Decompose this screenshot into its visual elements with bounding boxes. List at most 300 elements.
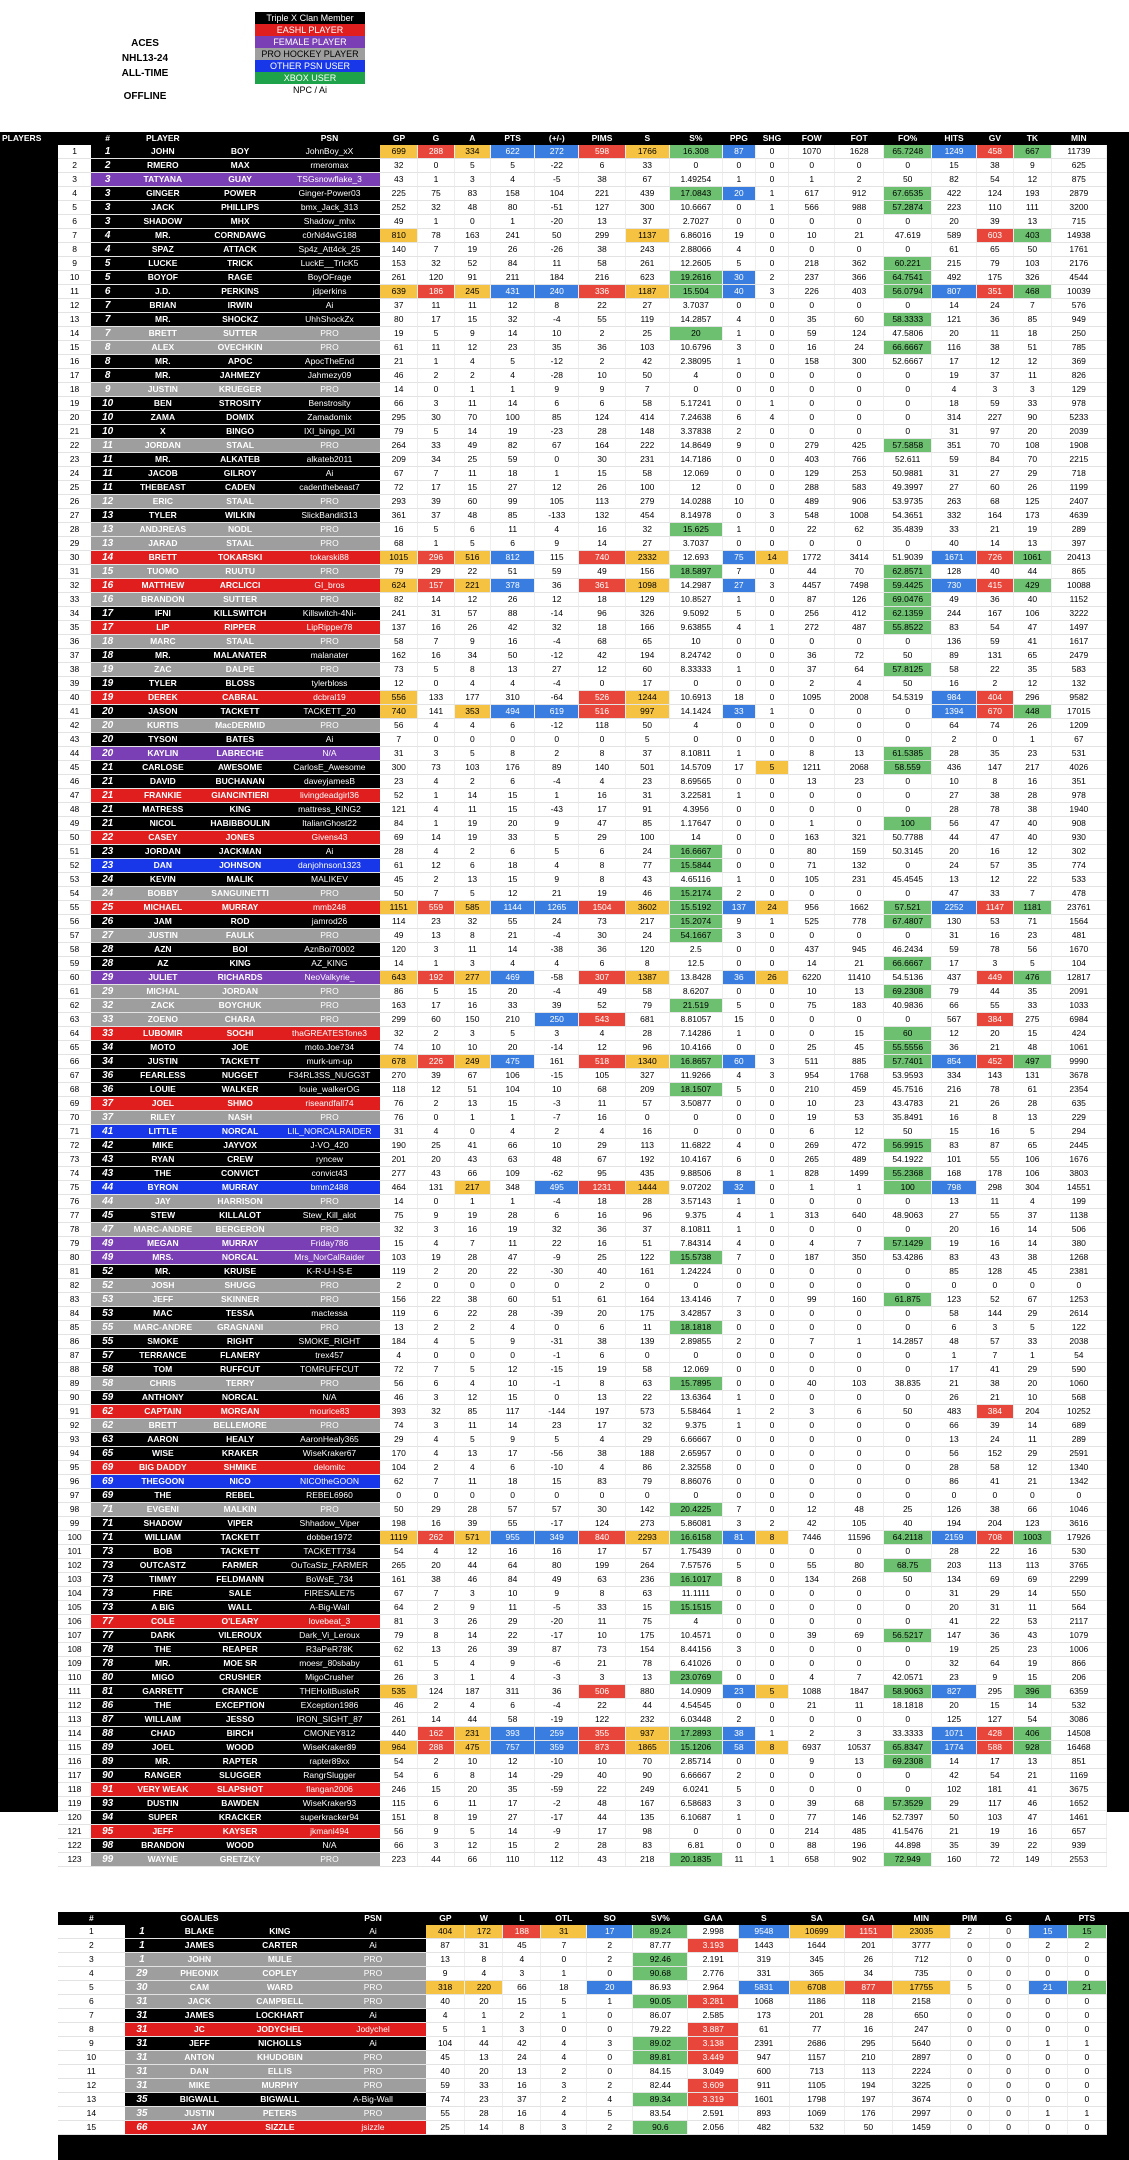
stat-cell: 35 — [491, 1783, 535, 1797]
rank-number — [91, 1825, 124, 1839]
player-first-name: SHADOW — [124, 215, 201, 229]
stat-cell: 27 — [932, 481, 976, 495]
stat-cell: 0 — [755, 859, 788, 873]
stat-cell: 0 — [755, 635, 788, 649]
stat-cell: 0 — [950, 2037, 989, 2051]
col-header: FOT — [835, 132, 884, 145]
stat-cell: 0 — [835, 1587, 884, 1601]
stat-cell: 38 — [579, 173, 625, 187]
stat-cell: 2381 — [1051, 1265, 1106, 1279]
rank-value: 98 — [102, 1840, 114, 1851]
stat-cell: 930 — [1051, 831, 1106, 845]
stat-cell: 0 — [755, 943, 788, 957]
stat-cell: 497 — [1014, 1055, 1052, 1069]
stat-cell: -20 — [535, 215, 579, 229]
table-row — [58, 1699, 1107, 1713]
stat-cell: 58 — [722, 1741, 755, 1755]
stat-cell: 6.58683 — [669, 1797, 722, 1811]
stat-cell: 6984 — [1051, 1013, 1106, 1027]
goalie-psn: Ai — [320, 2009, 426, 2023]
rank-value: 21 — [102, 790, 114, 801]
player-first-name: DAN — [124, 859, 201, 873]
goalie-psn: PRO — [320, 1995, 426, 2009]
row-number: 27 — [58, 509, 91, 523]
stat-cell: 0 — [835, 817, 884, 831]
row-number: 41 — [58, 705, 91, 719]
stat-cell: 74 — [380, 1419, 418, 1433]
stat-cell: 17 — [587, 1925, 633, 1939]
player-psn: AZ_KING — [279, 957, 381, 971]
row-number: 5 — [58, 1981, 125, 1995]
stat-cell: 20 — [587, 1981, 633, 1995]
stat-cell: 70 — [1014, 453, 1052, 467]
player-psn: IXI_bingo_IXI — [279, 425, 381, 439]
table-row — [58, 383, 1107, 397]
goalie-row — [58, 2065, 1107, 2079]
player-psn: mmb248 — [279, 901, 381, 915]
player-last-name: STAAL — [201, 495, 278, 509]
stat-cell: 40 — [1014, 817, 1052, 831]
stat-cell: 16.308 — [669, 145, 722, 159]
player-last-name: MacDERMID — [201, 719, 278, 733]
stat-cell: 36 — [579, 1223, 625, 1237]
stat-cell: 0 — [755, 1195, 788, 1209]
player-last-name: MORGAN — [201, 1405, 278, 1419]
stat-cell: 49 — [579, 565, 625, 579]
stat-cell: 378 — [491, 579, 535, 593]
stat-cell: 2 — [418, 369, 454, 383]
stat-cell: 1 — [755, 1209, 788, 1223]
stat-cell: 3 — [418, 1615, 454, 1629]
stat-cell: 187 — [789, 1251, 835, 1265]
rank-number — [91, 453, 124, 467]
stat-cell: 44 — [976, 985, 1014, 999]
player-psn: jamrod26 — [279, 915, 381, 929]
rank-number — [91, 159, 124, 173]
stat-cell: 23761 — [1051, 901, 1106, 915]
stat-cell: 47.619 — [883, 229, 932, 243]
row-number: 113 — [58, 1713, 91, 1727]
stat-cell: 4 — [465, 1967, 503, 1981]
stat-cell: 12 — [418, 859, 454, 873]
rank-number — [91, 1223, 124, 1237]
stat-cell: 50 — [844, 2121, 892, 2135]
stat-cell: 4 — [491, 677, 535, 691]
stat-cell: 10 — [579, 369, 625, 383]
stat-cell: 279 — [789, 439, 835, 453]
stat-cell: 134 — [789, 1573, 835, 1587]
stat-cell: 54 — [380, 1545, 418, 1559]
table-row — [58, 1321, 1107, 1335]
player-first-name: DEREK — [124, 691, 201, 705]
stat-cell: 0 — [755, 215, 788, 229]
rank-value: 66 — [136, 2122, 148, 2133]
player-last-name: SHMIKE — [201, 1461, 278, 1475]
stat-cell: 4 — [722, 621, 755, 635]
stat-cell: 115 — [535, 551, 579, 565]
stat-cell: 67 — [1051, 733, 1106, 747]
stat-cell: 33 — [1014, 1335, 1052, 1349]
row-number: 28 — [58, 523, 91, 537]
table-row — [58, 1237, 1107, 1251]
stat-cell: 39 — [976, 1419, 1014, 1433]
player-first-name: MARC-ANDRE — [124, 1321, 201, 1335]
player-psn: OuTcaStz_FARMER — [279, 1559, 381, 1573]
stat-cell: 54.5136 — [883, 971, 932, 985]
stat-cell: 36 — [535, 579, 579, 593]
stat-cell: 68.75 — [883, 1559, 932, 1573]
player-last-name: SOCHI — [201, 1027, 278, 1041]
row-number: 6 — [58, 215, 91, 229]
stat-cell: 34 — [844, 1967, 892, 1981]
row-number: 56 — [58, 915, 91, 929]
stat-cell: 18 — [491, 467, 535, 481]
player-last-name: STROSITY — [201, 397, 278, 411]
stat-cell: 13 — [835, 747, 884, 761]
stat-cell: 984 — [932, 691, 976, 705]
rank-value: 69 — [102, 1476, 114, 1487]
stat-cell: 122 — [1051, 1321, 1106, 1335]
stat-cell: 220 — [465, 1981, 503, 1995]
rank-number — [91, 859, 124, 873]
stat-cell: 217 — [454, 1181, 490, 1195]
player-psn: PRO — [279, 929, 381, 943]
player-last-name: KING — [201, 957, 278, 971]
stat-cell: 1 — [789, 1181, 835, 1195]
player-first-name: KAYLIN — [124, 747, 201, 761]
stat-cell: 17.0843 — [669, 187, 722, 201]
goalie-psn: A-Big-Wall — [320, 2093, 426, 2107]
stat-cell: 17 — [491, 1447, 535, 1461]
stat-cell: 10 — [789, 1097, 835, 1111]
rank-value: 31 — [136, 2010, 148, 2021]
rank-number — [91, 397, 124, 411]
stat-cell: 1 — [1067, 2037, 1106, 2051]
stat-cell: 13 — [1014, 1111, 1052, 1125]
stat-cell: 99 — [491, 495, 535, 509]
table-row — [58, 691, 1107, 705]
stat-cell: 9 — [454, 635, 490, 649]
player-last-name: JAHMEZY — [201, 369, 278, 383]
stat-cell: -12 — [535, 649, 579, 663]
stat-cell: 0 — [755, 1111, 788, 1125]
stat-cell: 181 — [976, 1783, 1014, 1797]
stat-cell: 127 — [976, 1713, 1014, 1727]
stat-cell: 20 — [454, 1783, 490, 1797]
row-number: 8 — [58, 2023, 125, 2037]
stat-cell: 8 — [789, 747, 835, 761]
stat-cell: 14 — [932, 1755, 976, 1769]
stat-cell: 240 — [535, 285, 579, 299]
stat-cell: 66 — [454, 1853, 490, 1867]
stat-cell: -4 — [535, 929, 579, 943]
player-last-name: POWER — [201, 187, 278, 201]
row-number: 115 — [58, 1741, 91, 1755]
rank-number — [91, 215, 124, 229]
col-header: GP — [380, 132, 418, 145]
stat-cell: 2 — [418, 1097, 454, 1111]
stat-cell: 1 — [722, 1195, 755, 1209]
stat-cell: 40 — [579, 1769, 625, 1783]
stat-cell: 54 — [976, 1769, 1014, 1783]
stat-cell: 12 — [535, 593, 579, 607]
rank-number — [91, 1545, 124, 1559]
stat-cell: 12 — [789, 1503, 835, 1517]
stat-cell: 15 — [976, 1699, 1014, 1713]
row-number: 60 — [58, 971, 91, 985]
stat-cell: 10.4166 — [669, 1041, 722, 1055]
stat-cell: 0 — [883, 425, 932, 439]
row-number: 91 — [58, 1405, 91, 1419]
stat-cell: 53 — [835, 1111, 884, 1125]
rank-value: 29 — [102, 986, 114, 997]
stat-cell: 85 — [535, 411, 579, 425]
stat-cell: 81 — [380, 1615, 418, 1629]
row-number: 88 — [58, 1363, 91, 1377]
rank-value: 89 — [102, 1742, 114, 1753]
stat-cell: 712 — [893, 1953, 950, 1967]
stat-cell: 61.5385 — [883, 747, 932, 761]
row-number: 3 — [58, 173, 91, 187]
stat-cell: 86 — [932, 1475, 976, 1489]
title-line2: NHL13-24 — [121, 53, 169, 64]
stat-cell: 0 — [541, 1953, 587, 1967]
stat-cell: 56 — [932, 1447, 976, 1461]
stat-cell: 56 — [380, 1377, 418, 1391]
stat-cell: 0 — [722, 803, 755, 817]
col-header: FO% — [883, 132, 932, 145]
rank-value: 81 — [102, 1686, 114, 1697]
stat-cell: 33 — [1014, 999, 1052, 1013]
stat-cell: 16 — [976, 1125, 1014, 1139]
player-last-name: FARMER — [201, 1559, 278, 1573]
stat-cell: 15 — [491, 1839, 535, 1853]
stat-cell: 0 — [755, 1755, 788, 1769]
stat-cell: 14.7186 — [669, 453, 722, 467]
stat-cell: 548 — [789, 509, 835, 523]
player-last-name: STAAL — [201, 537, 278, 551]
player-psn: bmm2488 — [279, 1181, 381, 1195]
stat-cell: 113 — [1014, 1559, 1052, 1573]
stat-cell: 250 — [1051, 327, 1106, 341]
stat-cell: 14 — [789, 957, 835, 971]
stat-cell: 22 — [418, 1293, 454, 1307]
stat-cell: 1249 — [932, 145, 976, 159]
stat-cell: 2.964 — [688, 1981, 739, 1995]
stat-cell: 57.2874 — [883, 201, 932, 215]
stat-cell: 1644 — [789, 1939, 844, 1953]
stat-cell: 5 — [418, 523, 454, 537]
stat-cell: 313 — [789, 1209, 835, 1223]
stat-cell: 13 — [426, 1953, 465, 1967]
stat-cell: 713 — [789, 2065, 844, 2079]
stat-cell: 0 — [950, 2121, 989, 2135]
player-first-name: LOUIE — [124, 1083, 201, 1097]
stat-cell: 1 — [755, 1727, 788, 1741]
rank-number — [125, 2065, 159, 2079]
player-first-name: WAYNE — [124, 1853, 201, 1867]
player-last-name: BERGERON — [201, 1223, 278, 1237]
stat-cell: 22 — [579, 1699, 625, 1713]
rank-value: 34 — [102, 1042, 114, 1053]
stat-cell: 481 — [1051, 929, 1106, 943]
player-psn: rmeromax — [279, 159, 381, 173]
stat-cell: 26 — [454, 1615, 490, 1629]
stat-cell: 198 — [380, 1517, 418, 1531]
stat-cell: 33 — [722, 705, 755, 719]
rank-value: 69 — [102, 1462, 114, 1473]
player-psn: riseandfall74 — [279, 1097, 381, 1111]
stat-cell: 45 — [380, 873, 418, 887]
stat-cell: 14.0288 — [669, 495, 722, 509]
stat-cell: 279 — [625, 495, 669, 509]
row-number: 5 — [58, 201, 91, 215]
stat-cell: 10 — [789, 985, 835, 999]
stat-cell: 0 — [755, 1503, 788, 1517]
stat-cell: 0 — [1028, 1995, 1067, 2009]
stat-cell: -144 — [535, 1405, 579, 1419]
stat-cell: 22 — [625, 1391, 669, 1405]
stat-cell: 106 — [1014, 1167, 1052, 1181]
stat-cell: 52.6667 — [883, 355, 932, 369]
stat-cell: 98 — [625, 1825, 669, 1839]
stat-cell: 12 — [491, 299, 535, 313]
stat-cell: 29 — [1014, 1447, 1052, 1461]
player-first-name: BOB — [124, 1545, 201, 1559]
stat-cell: 3 — [503, 1967, 541, 1981]
stat-cell: 9 — [535, 1587, 579, 1601]
stat-cell: 0 — [789, 1307, 835, 1321]
stat-cell: 17 — [491, 1797, 535, 1811]
player-last-name: NORCAL — [201, 1125, 278, 1139]
rank-number — [91, 1615, 124, 1629]
player-psn: Shhadow_Viper — [279, 1517, 381, 1531]
stat-cell: 23 — [535, 1419, 579, 1433]
stat-cell: 81 — [722, 1531, 755, 1545]
stat-cell: 576 — [1051, 299, 1106, 313]
stat-cell: 0 — [883, 215, 932, 229]
stat-cell: 2 — [755, 271, 788, 285]
rank-number — [91, 201, 124, 215]
row-number: 112 — [58, 1699, 91, 1713]
stat-cell: 0 — [789, 789, 835, 803]
row-number: 52 — [58, 859, 91, 873]
rank-value: 69 — [102, 1490, 114, 1501]
stat-cell: 0 — [418, 1111, 454, 1125]
col-header: PTS — [491, 132, 535, 145]
player-first-name: THE — [124, 1167, 201, 1181]
stat-cell: 11 — [418, 299, 454, 313]
rank-number — [91, 691, 124, 705]
stat-cell: 100 — [883, 817, 932, 831]
stat-cell: 168 — [932, 1167, 976, 1181]
row-number: 57 — [58, 929, 91, 943]
player-last-name: REBEL — [201, 1489, 278, 1503]
stat-cell: 33 — [418, 439, 454, 453]
stat-cell: 14.2987 — [669, 579, 722, 593]
stat-cell: 2332 — [625, 551, 669, 565]
player-last-name: LABRECHE — [201, 747, 278, 761]
rank-number — [91, 565, 124, 579]
stat-cell: 2 — [535, 1125, 579, 1139]
row-number: 96 — [58, 1475, 91, 1489]
stat-cell: 21 — [976, 523, 1014, 537]
rank-number — [91, 383, 124, 397]
stat-cell: 0 — [835, 299, 884, 313]
table-row — [58, 1853, 1107, 1867]
stat-cell: 16 — [418, 649, 454, 663]
stat-cell: 120 — [418, 271, 454, 285]
stat-cell: 0 — [789, 803, 835, 817]
stat-cell: 489 — [789, 495, 835, 509]
stat-cell: 2 — [932, 733, 976, 747]
player-first-name: JOHN — [124, 145, 201, 159]
stat-cell: 0 — [789, 1363, 835, 1377]
table-row — [58, 775, 1107, 789]
stat-cell: 0 — [883, 1307, 932, 1321]
stat-cell: 295 — [844, 2037, 892, 2051]
stat-cell: 63 — [625, 1587, 669, 1601]
stat-cell: 12.069 — [669, 1363, 722, 1377]
stat-cell: 2.7027 — [669, 215, 722, 229]
stat-cell: -12 — [535, 355, 579, 369]
stat-cell: 69 — [976, 1573, 1014, 1587]
stat-cell: 9 — [976, 1671, 1014, 1685]
stat-cell: 0 — [755, 1545, 788, 1559]
player-last-name: CABRAL — [201, 691, 278, 705]
goalie-last-name: CAMPBELL — [240, 1995, 320, 2009]
col-header: GA — [844, 1912, 892, 1925]
stat-cell: 17.2893 — [669, 1727, 722, 1741]
stat-cell: 201 — [844, 1939, 892, 1953]
stat-cell: 67 — [625, 173, 669, 187]
stat-cell: 0 — [755, 173, 788, 187]
legend-item: EASHL PLAYER — [255, 24, 365, 36]
stat-cell: 2.998 — [688, 1925, 739, 1939]
stat-cell: 35.8491 — [883, 1111, 932, 1125]
player-first-name: ALEX — [124, 341, 201, 355]
stat-cell: 87 — [976, 1139, 1014, 1153]
stat-cell: 37 — [625, 215, 669, 229]
stat-cell: 877 — [844, 1981, 892, 1995]
stat-cell: 57.3529 — [883, 1797, 932, 1811]
stat-cell: 44 — [418, 1853, 454, 1867]
stat-cell: -17 — [535, 1811, 579, 1825]
rank-value: 10 — [102, 426, 114, 437]
stat-cell: 0 — [789, 1027, 835, 1041]
stat-cell: 87 — [426, 1939, 465, 1953]
table-row — [58, 677, 1107, 691]
stat-cell: 20 — [491, 985, 535, 999]
stat-cell: 41 — [976, 1363, 1014, 1377]
stat-cell: 12 — [579, 663, 625, 677]
stat-cell: 3 — [503, 2023, 541, 2037]
stat-cell: 0 — [755, 1615, 788, 1629]
table-row — [58, 1447, 1107, 1461]
stat-cell: 0 — [755, 1251, 788, 1265]
stat-cell: 2 — [541, 2065, 587, 2079]
stat-cell: 5640 — [893, 2037, 950, 2051]
stat-cell: 11 — [491, 1601, 535, 1615]
rank-value: 59 — [102, 1392, 114, 1403]
table-row — [58, 985, 1107, 999]
goalie-row — [58, 2037, 1107, 2051]
stat-cell: 0 — [669, 1111, 722, 1125]
stat-cell: 8.69565 — [669, 775, 722, 789]
stat-cell: 84 — [976, 453, 1014, 467]
goalie-first-name: JOHN — [159, 1953, 239, 1967]
stat-cell: 0 — [883, 1587, 932, 1601]
